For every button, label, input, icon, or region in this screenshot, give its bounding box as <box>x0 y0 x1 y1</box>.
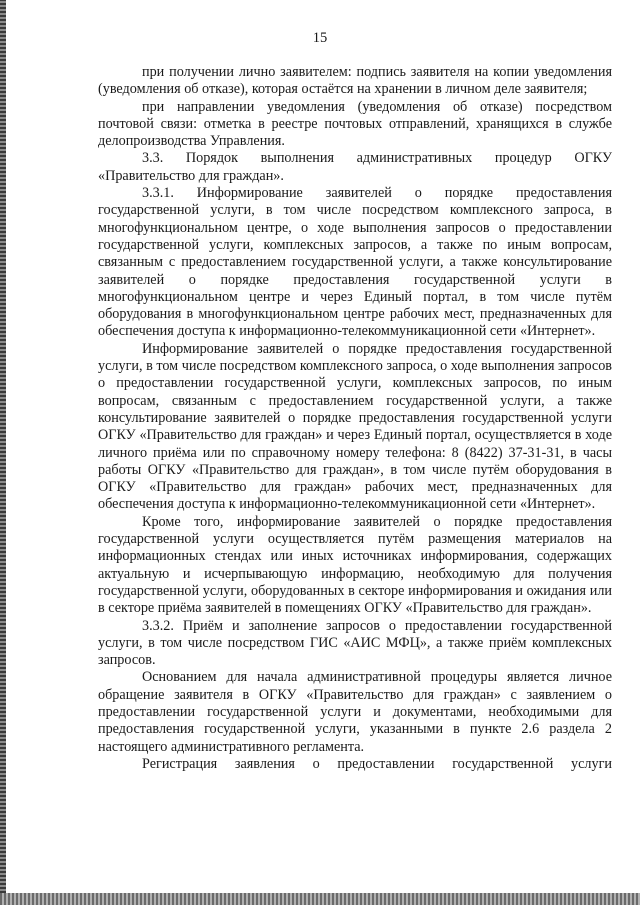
paragraph: при получении лично заявителем: подпись заявителя на копии уведомления (уведомления об отказе), которая остаётся на хранении в личном деле заявителя; <box>98 64 612 98</box>
subsection-heading: 3.3.1. Информирование заявителей о порядке предоставления государственной услуги, в том числе посредством комплексного запроса, в многофункциональном центре, о ходе выполнения запросов о предоставлении государственной услуги, комплексных запросов, а также по иным вопросам, связанным с предоставлением государственной услуги, а также консультирование заявителей о порядке предоставления государственной услуги в многофункциональном центре и через Единый портал, в том числе путём оборудования в многофункциональном центре рабочих мест, предназначенных для обеспечения доступа к информационно-телекоммуникационной сети «Интернет». <box>98 185 612 340</box>
paragraph: Кроме того, информирование заявителей о порядке предоставления государственной услуги осуществляется путём размещения материалов на информационных стендах или иных источниках информирования, содержащих актуальную и исчерпывающую информацию, необходимую для получения государственной услуги, оборудованных в секторе информирования и ожидания или в секторе приёма заявителей в помещениях ОГКУ «Правительство для граждан». <box>98 513 612 617</box>
subsection-heading: 3.3.2. Приём и заполнение запросов о предоставлении государственной услуги, в том числе посредством ГИС «АИС МФЦ», а также приём комплексных запросов. <box>98 617 612 669</box>
paragraph: при направлении уведомления (уведомления об отказе) посредством почтовой связи: отметка в реестре почтовых отправлений, хранящихся в службе делопроизводства Управления. <box>98 98 612 150</box>
scan-edge-left <box>0 0 6 905</box>
section-heading: 3.3. Порядок выполнения административных процедур ОГКУ «Правительство для граждан». <box>98 150 612 184</box>
scan-edge-bottom <box>0 893 640 905</box>
document-body <box>98 64 612 773</box>
paragraph: Информирование заявителей о порядке предоставления государственной услуги, в том числе посредством комплексного запроса, о ходе выполнения запросов о предоставлении государственной услуги, комплексных запросов, по иным вопросам, связанным с предоставлением государственной услуги, а также консультирование заявителей о порядке предоставления государственной услуги ОГКУ «Правительство для граждан» и через Единый портал, осуществляется в ходе личного приёма или по справочному номеру телефона: 8 (8422) 37-31-31, в часы работы ОГКУ «Правительство для граждан», в том числе путём оборудования в ОГКУ «Правительство для граждан» рабочих мест, предназначенных для обеспечения доступа к информационно-телекоммуникационной сети «Интернет». <box>98 340 612 513</box>
paragraph: Регистрация заявления о предоставлении государственной услуги <box>142 755 612 772</box>
page-number: 15 <box>312 30 328 46</box>
paragraph: Основанием для начала административной процедуры является личное обращение заявителя в ОГКУ «Правительство для граждан» с заявлением о предоставлении государственной услуги и документами, необходимыми для предоставления государственной услуги, указанными в пункте 2.6 раздела 2 настоящего административного регламента. <box>98 669 612 755</box>
